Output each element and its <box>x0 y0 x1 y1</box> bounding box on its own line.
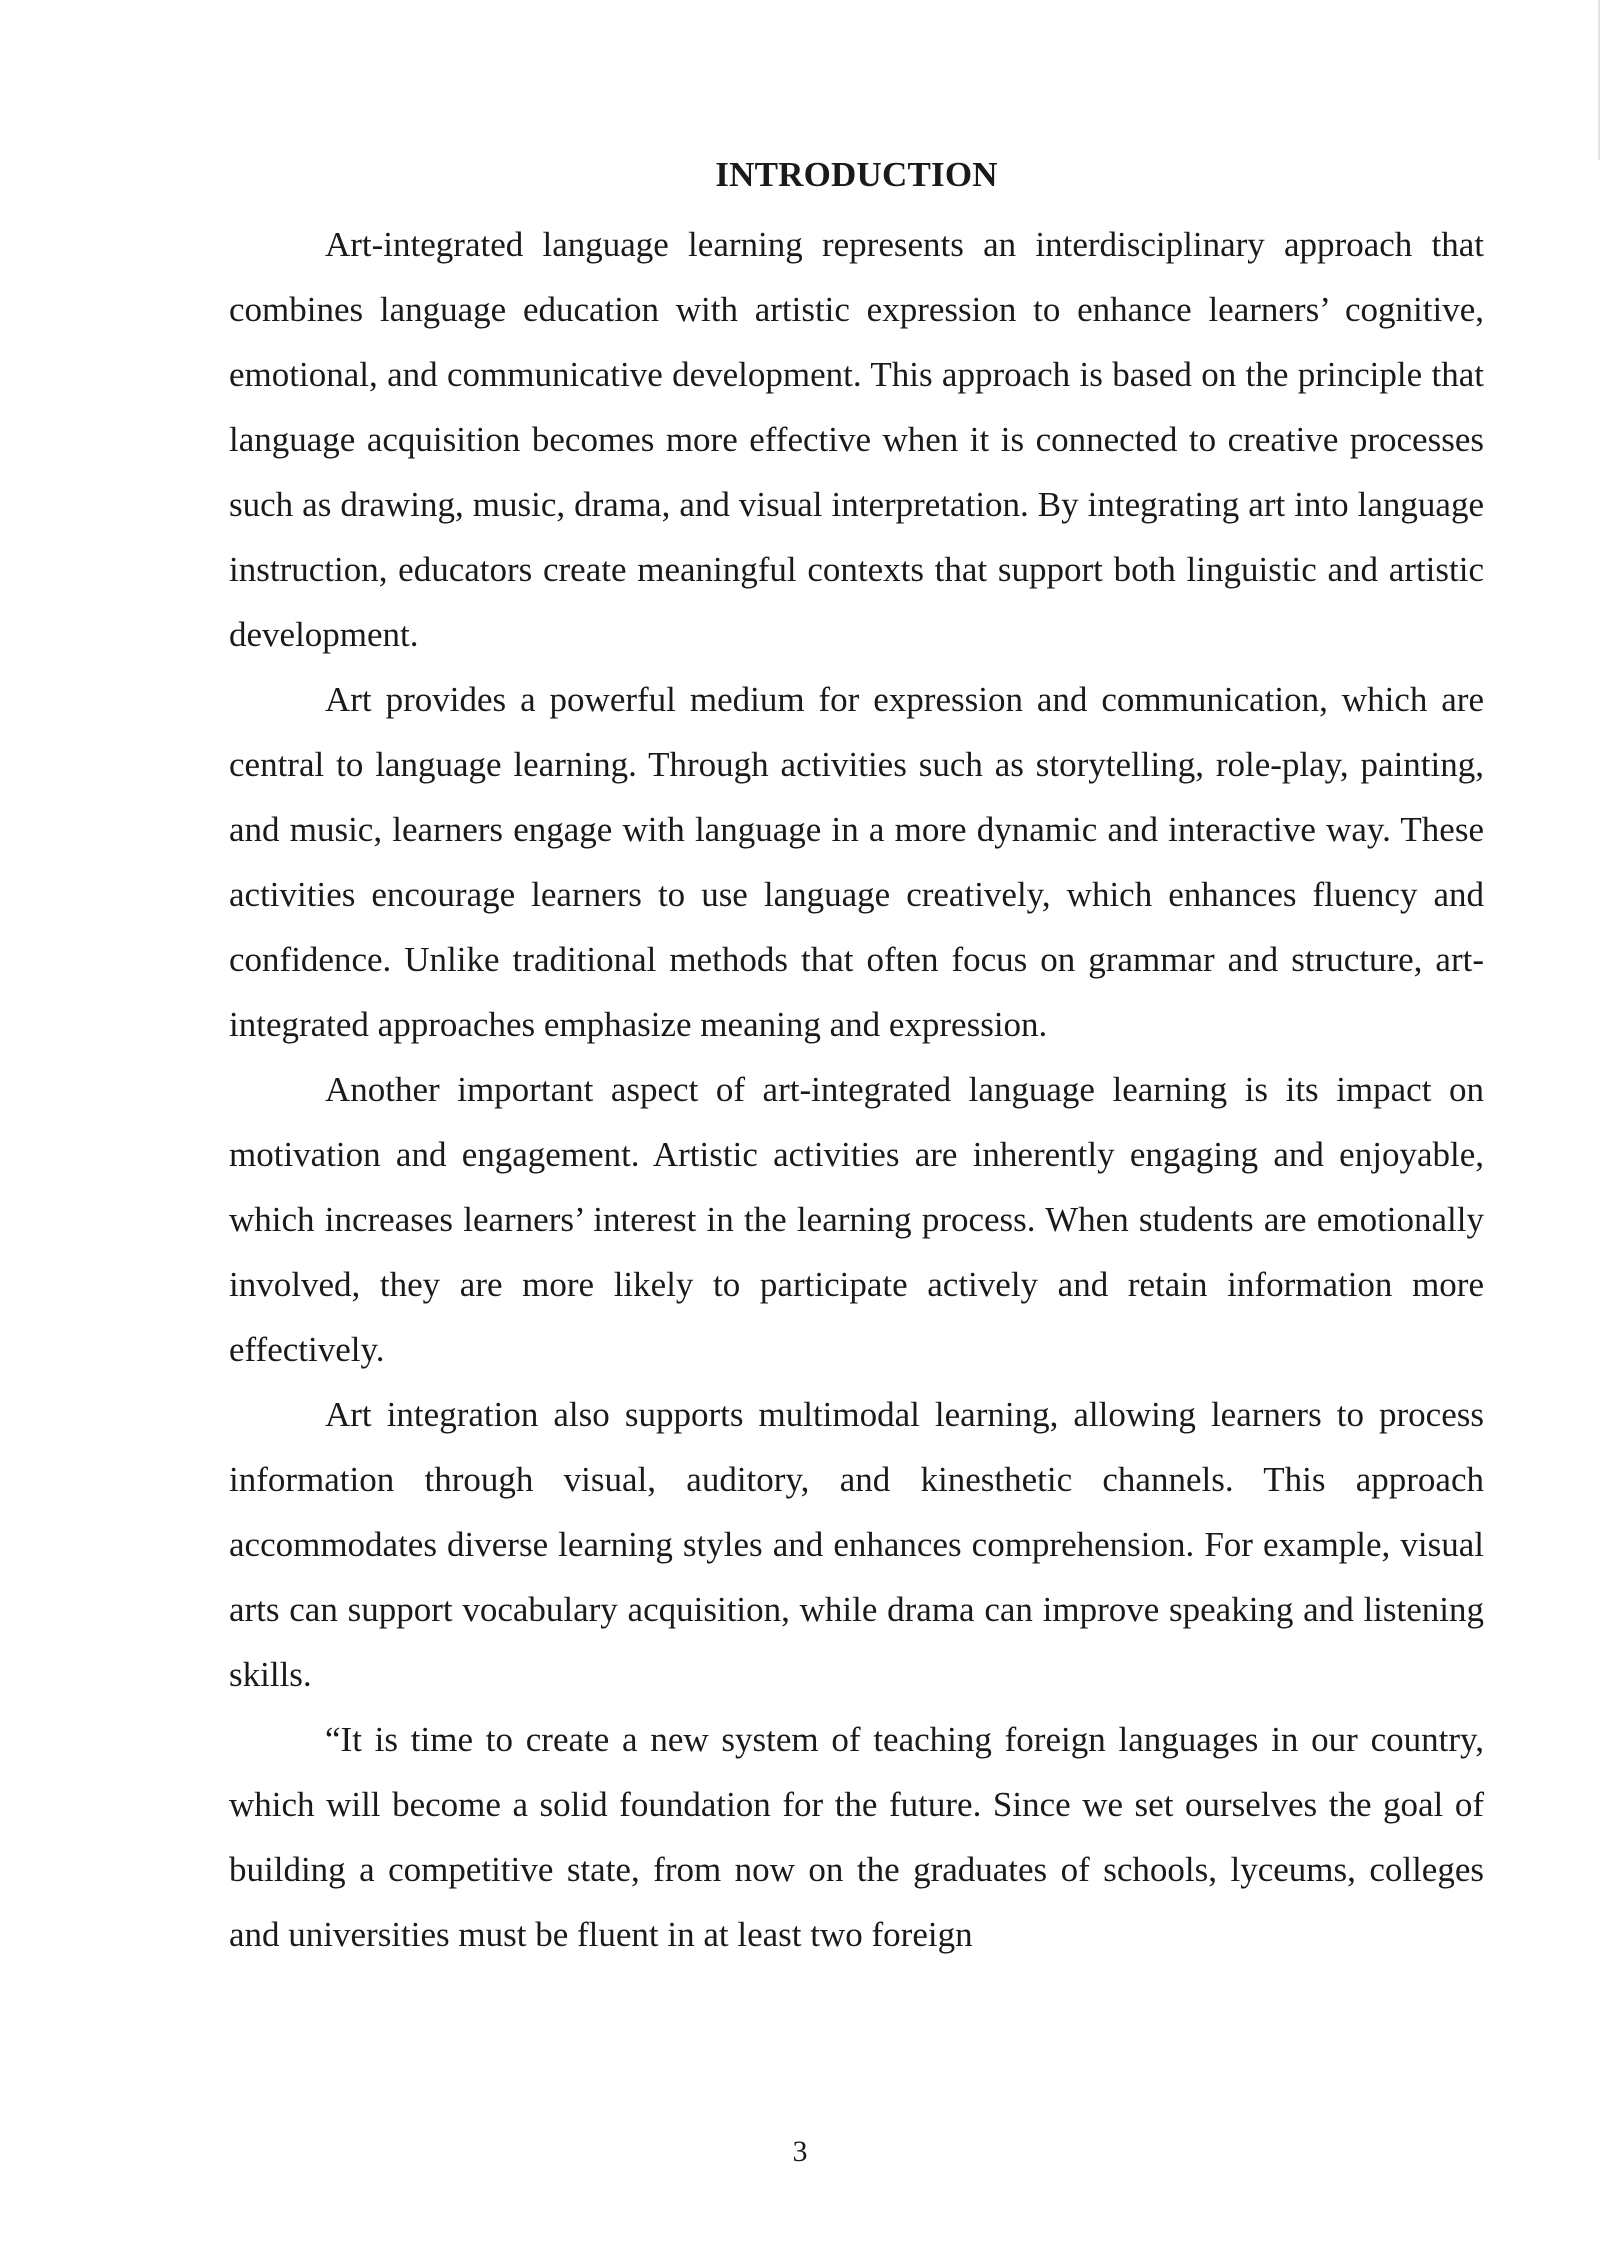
page-number: 3 <box>792 2135 808 2168</box>
paragraph-2: Art provides a powerful medium for expression and communication, which are central to language learning. Through activities such as storytelling, role-play, painting, and music, learners engage with language in a more dynamic and interactive way. These activities encourage learners to use language creatively, which enhances fluency and confidence. Unlike traditional methods that often focus on grammar and structure, art-integrated approaches emphasize meaning and expression. <box>229 680 1484 1044</box>
body-text <box>229 212 1484 1967</box>
paragraph-4: Art integration also supports multimodal learning, allowing learners to process information through visual, auditory, and kinesthetic channels. This approach accommodates diverse learning styles and enhances comprehension. For example, visual arts can support vocabulary acquisition, while drama can improve speaking and listening skills. <box>229 1395 1484 1694</box>
paragraph-5-quote: “It is time to create a new system of teaching foreign languages in our country, which will become a solid foundation for the future. Since we set ourselves the goal of building a competitive state, from now on the graduates of schools, lyceums, colleges and universities must be fluent in at least two foreign <box>229 1720 1484 1954</box>
paragraph-3: Another important aspect of art-integrated language learning is its impact on motivation and engagement. Artistic activities are inherently engaging and enjoyable, which increases learners’ interest in the learning process. When students are emotionally involved, they are more likely to participate actively and retain information more effectively. <box>229 1070 1484 1369</box>
section-title: INTRODUCTION <box>715 155 998 194</box>
paragraph-1: Art-integrated language learning represents an interdisciplinary approach that combines language education with artistic expression to enhance learners’ cognitive, emotional, and communicative development. This approach is based on the principle that language acquisition becomes more effective when it is connected to creative processes such as drawing, music, drama, and visual interpretation. By integrating art into language instruction, educators create meaningful contexts that support both linguistic and artistic development. <box>229 225 1484 654</box>
